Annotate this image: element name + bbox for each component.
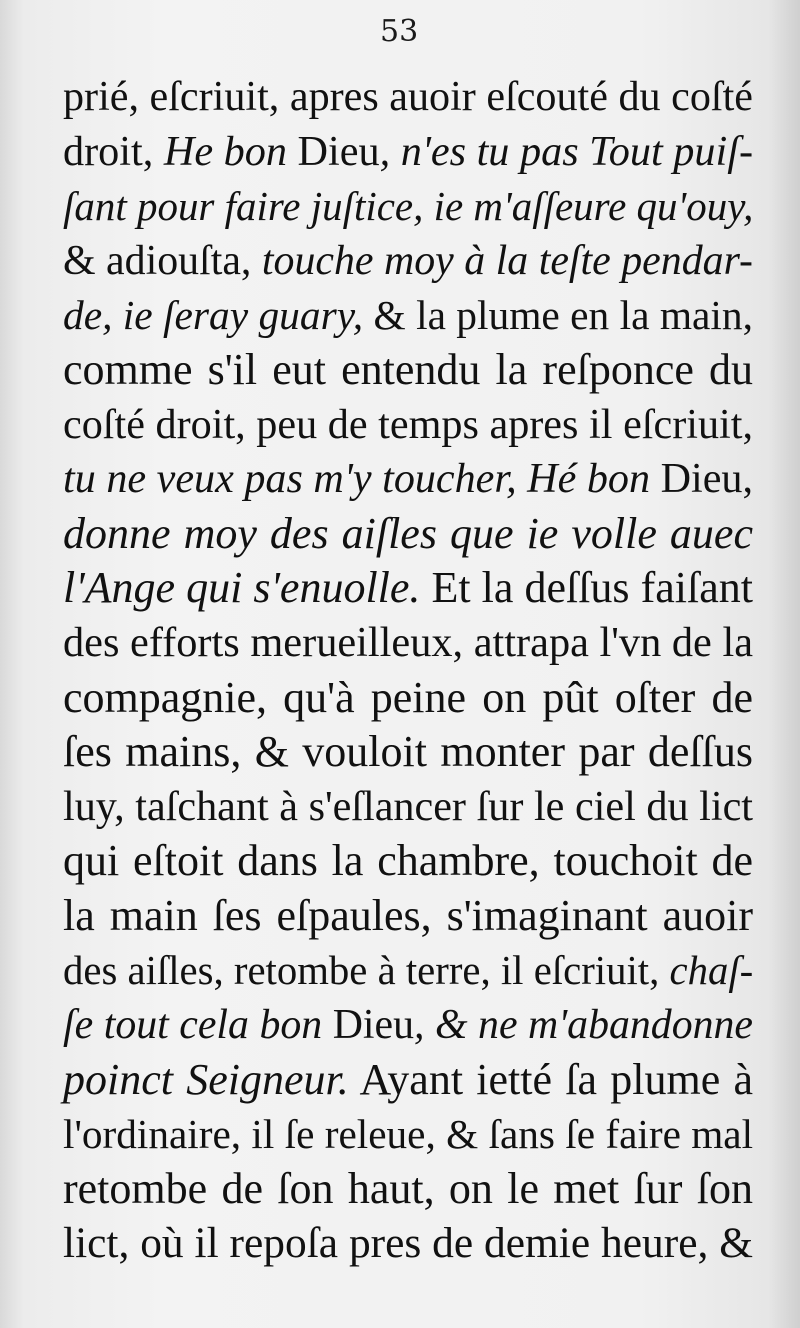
text-line	[63, 398, 753, 453]
body-text	[63, 70, 753, 1271]
italic-text-run: poinct Seigneur.	[63, 1054, 349, 1104]
text-line	[63, 671, 753, 726]
text-line	[63, 725, 753, 780]
text-line	[63, 998, 753, 1053]
italic-text-run: ſant pour faire juſtice, ie m'aſſeure qu'ouy,	[63, 183, 754, 230]
text-line	[63, 288, 753, 343]
text-run: coſté droit, peu de temps apres il eſcriuit,	[63, 400, 753, 448]
text-line	[63, 343, 753, 398]
text-line	[63, 234, 753, 289]
text-line	[63, 507, 753, 562]
text-run: Et la deſſus faiſant	[420, 563, 753, 613]
text-line	[63, 834, 753, 889]
text-line	[63, 561, 753, 616]
italic-text-run: He bon	[163, 127, 298, 175]
text-run: Dieu,	[660, 455, 753, 503]
text-run: lict, où il repoſa pres de demie heure, &	[63, 1219, 753, 1268]
text-run: & la plume en la main,	[363, 292, 753, 339]
text-run: la main ſes eſpaules, s'imaginant auoir	[63, 890, 753, 940]
text-run: compagnie, qu'à peine on pût oſter de	[63, 672, 753, 722]
text-run: Dieu	[297, 127, 380, 175]
text-line	[63, 616, 753, 671]
text-run: des aiſles, retombe à terre, il eſcriuit,	[63, 947, 670, 993]
italic-text-run: , & ne m'abandonne	[414, 1002, 753, 1049]
text-run: droit,	[63, 127, 164, 175]
text-run: ſes mains, & vouloit monter par deſſus	[63, 727, 753, 777]
text-line	[63, 780, 753, 835]
italic-text-run: tu ne veux pas m'y toucher, Hé bon	[63, 455, 661, 503]
page-number: 53	[380, 14, 419, 49]
text-line	[63, 1107, 753, 1162]
text-line	[63, 70, 753, 125]
text-run: Dieu	[332, 1002, 414, 1049]
text-run: comme s'il eut entendu la reſponce du	[63, 344, 753, 394]
text-line	[63, 1053, 753, 1108]
text-line	[63, 1162, 753, 1217]
text-run: luy, taſchant à s'eſlancer ſur le ciel du lict	[63, 782, 753, 830]
italic-text-run: l'Ange qui s'enuolle.	[63, 563, 421, 613]
text-line	[63, 944, 753, 999]
italic-text-run: touche moy à la teſte pendar-	[261, 237, 753, 284]
text-run: qui eſtoit dans la chambre, touchoit de	[63, 836, 753, 886]
text-line	[63, 452, 753, 507]
text-line	[63, 125, 753, 180]
italic-text-run: chaſ-	[669, 947, 754, 993]
italic-text-run: , n'es tu pas Tout puiſ-	[379, 127, 754, 175]
text-line	[63, 179, 753, 234]
text-run: prié, eſcriuit, apres auoir eſcouté du coſté	[63, 73, 753, 120]
text-run: & adiouſta,	[63, 237, 262, 284]
italic-text-run: de, ie ſeray guary,	[63, 292, 364, 339]
text-line	[63, 889, 753, 944]
text-run: retombe de ſon haut, on le met ſur ſon	[63, 1163, 753, 1213]
text-run: Ayant ietté ſa plume à	[348, 1054, 753, 1104]
text-run: l'ordinaire, il ſe releue, & ſans ſe faire mal	[63, 1111, 754, 1158]
text-line	[63, 1216, 753, 1271]
italic-text-run: ſe tout cela bon	[63, 1002, 333, 1049]
text-run: des efforts merueilleux, attrapa l'vn de la	[63, 618, 753, 666]
italic-text-run: donne moy des aiſles que ie volle auec	[63, 508, 753, 558]
